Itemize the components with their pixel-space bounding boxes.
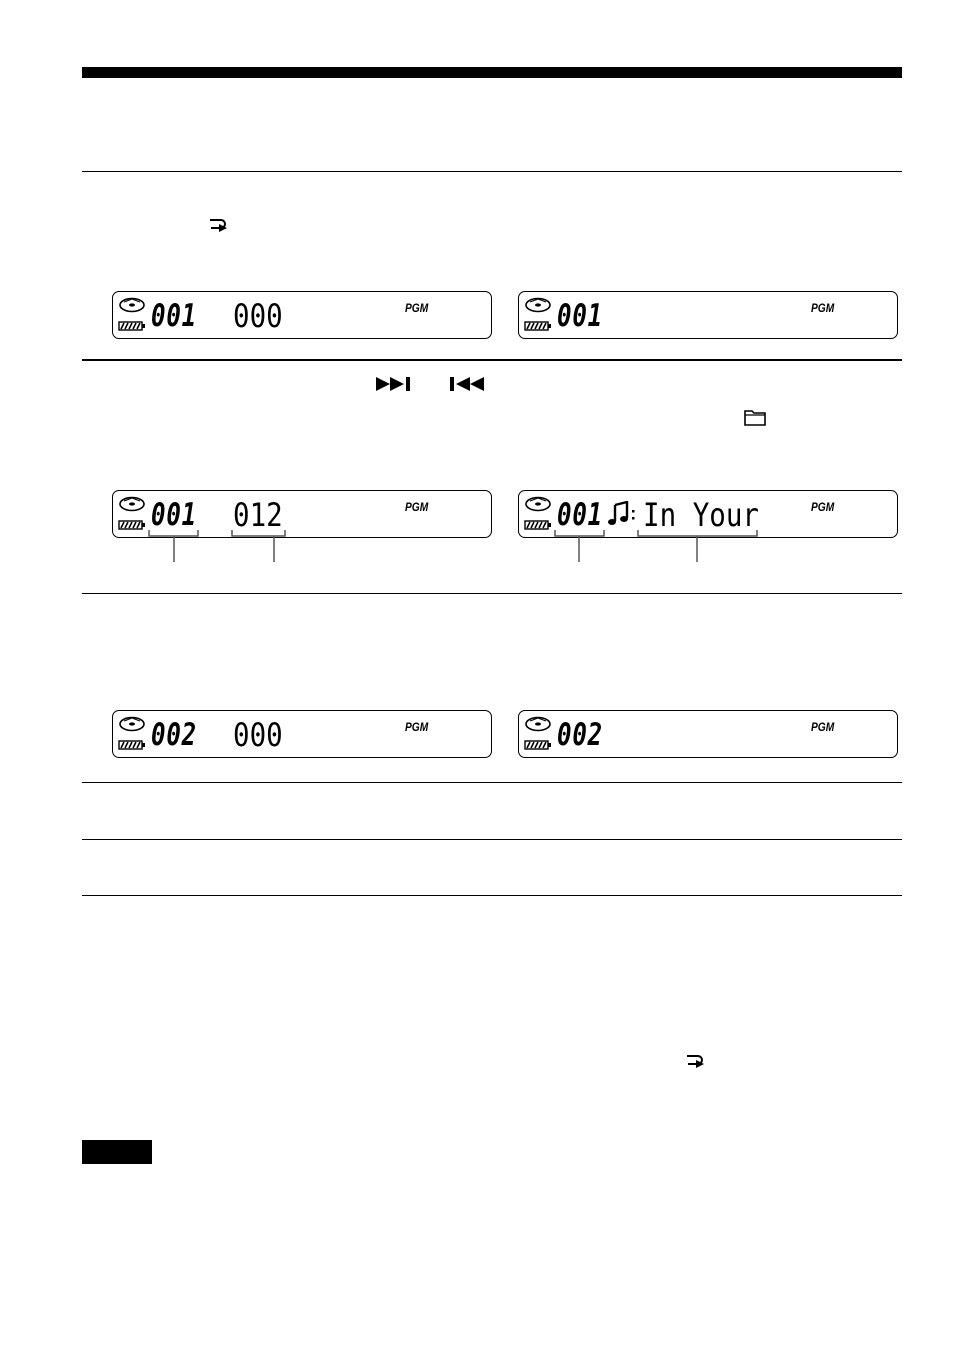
track-number: 001	[557, 298, 604, 334]
display-text: 000	[233, 716, 283, 754]
battery-icon	[524, 740, 552, 750]
bracket-text	[638, 530, 757, 536]
lcd-display	[518, 710, 898, 758]
note-label	[82, 1140, 152, 1164]
divider	[82, 895, 902, 896]
track-number: 001	[151, 497, 198, 533]
pgm-indicator: PGM	[405, 301, 429, 315]
pgm-indicator: PGM	[405, 720, 429, 734]
pgm-indicator: PGM	[811, 301, 835, 315]
repeat-arrow-icon	[684, 1054, 706, 1068]
pgm-indicator: PGM	[811, 500, 835, 514]
pgm-indicator: PGM	[811, 720, 835, 734]
battery-icon	[118, 740, 146, 750]
track-number: 001	[557, 497, 604, 533]
lcd-display	[112, 710, 492, 758]
display-text: 012	[233, 496, 283, 534]
display-text: 000	[233, 297, 283, 335]
bracket-number	[555, 530, 604, 536]
divider	[82, 782, 902, 783]
divider	[82, 839, 902, 840]
bracket-number	[149, 530, 198, 536]
pgm-indicator: PGM	[405, 500, 429, 514]
bracket-text	[232, 530, 285, 536]
callout-lines	[0, 0, 954, 600]
disc-icon	[118, 716, 146, 732]
track-number: 002	[557, 717, 604, 753]
track-number: 001	[151, 298, 198, 334]
display-text: In Your	[643, 496, 759, 534]
disc-icon	[524, 716, 552, 732]
track-number: 002	[151, 717, 198, 753]
